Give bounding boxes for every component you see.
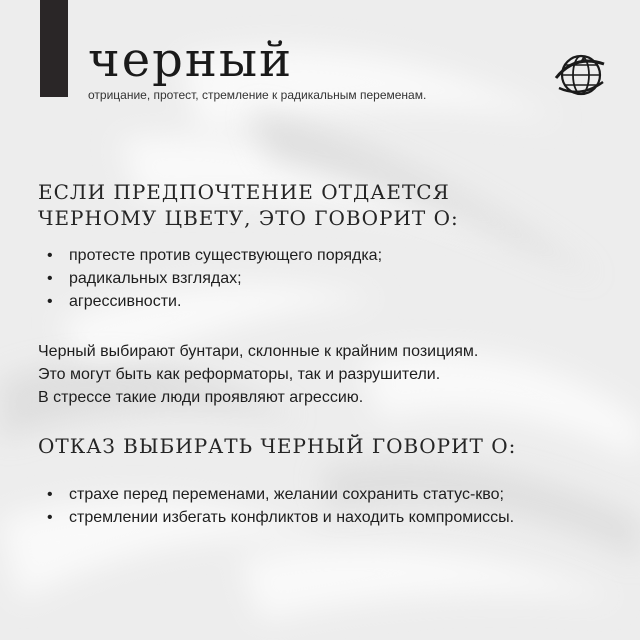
page-title: черный [88, 32, 294, 88]
section2-list [40, 483, 570, 529]
list-item-text: радикальных взглядах; [69, 270, 242, 287]
list-item [40, 244, 570, 267]
paragraph-line2: Это могут быть как реформаторы, так и разрушители. [38, 366, 441, 383]
bullet-icon: • [47, 509, 53, 526]
paragraph-line1: Черный выбирают бунтари, склонные к крайним позициям. [38, 343, 479, 360]
list-item-text: страхе перед переменами, желании сохранить статус-кво; [69, 486, 504, 503]
globe-logo-icon [553, 48, 607, 102]
bullet-icon: • [47, 486, 53, 503]
accent-bar [40, 0, 68, 97]
description-paragraph [38, 340, 618, 409]
list-item [40, 483, 570, 506]
list-item [40, 506, 570, 529]
list-item-text: агрессивности. [69, 293, 182, 310]
section1-heading-line2: ЧЕРНОМУ ЦВЕТУ, ЭТО ГОВОРИТ О: [38, 206, 459, 230]
paragraph-line3: В стрессе такие люди проявляют агрессию. [38, 389, 364, 406]
section1-list [40, 244, 570, 313]
bullet-icon: • [47, 293, 53, 310]
section2-heading: ОТКАЗ ВЫБИРАТЬ ЧЕРНЫЙ ГОВОРИТ О: [38, 434, 517, 458]
list-item-text: протесте против существующего порядка; [69, 247, 383, 264]
list-item [40, 267, 570, 290]
section1-heading [38, 179, 598, 231]
page-subtitle: отрицание, протест, стремление к радикальным переменам. [88, 88, 427, 102]
bullet-icon: • [47, 270, 53, 287]
list-item [40, 290, 570, 313]
bullet-icon: • [47, 247, 53, 264]
list-item-text: стремлении избегать конфликтов и находить компромиссы. [69, 509, 515, 526]
section1-heading-line1: ЕСЛИ ПРЕДПОЧТЕНИЕ ОТДАЕТСЯ [38, 180, 450, 204]
